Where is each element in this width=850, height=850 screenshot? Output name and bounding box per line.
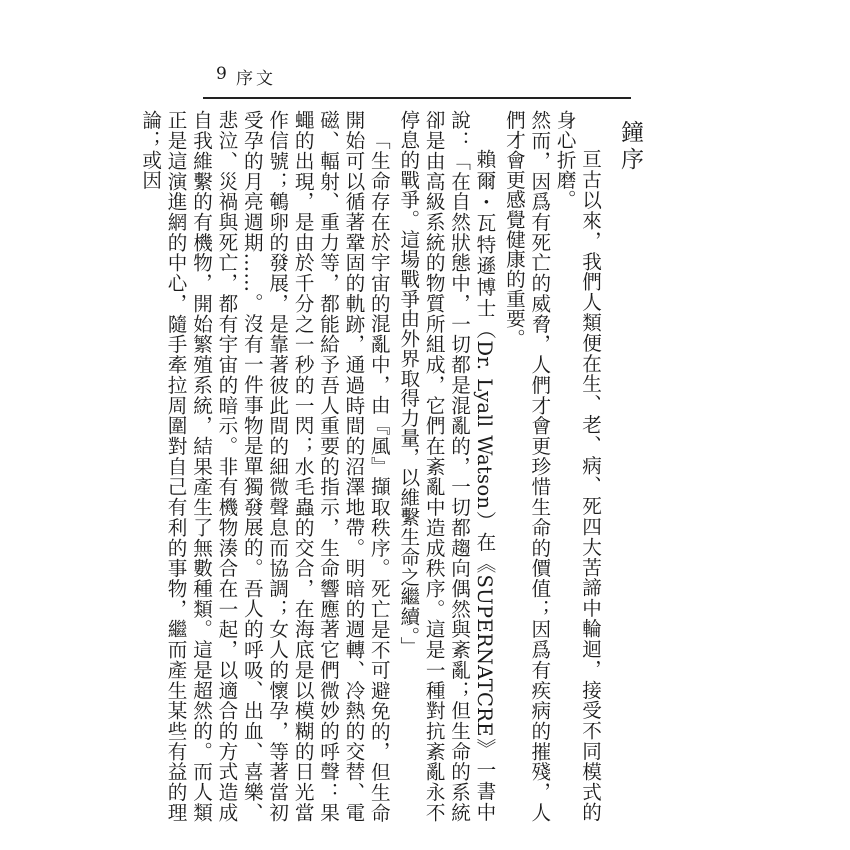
paragraph-4: 「生命存在於宇宙的混亂中，由『風』擷取秩序。死亡是不可避免的，但生命開始可以循著鞏固的軌跡，通過時間的沼澤地帶。明暗的週轉、冷熱的交替、電磁、輻射、重力等，都能給予吾人重要的指示，生命響應著它們微妙的呼聲：果蠅的出現，是由於千分之一秒的一閃；水毛蟲的交合，在海底是以模糊的日光當作信號；鵪卵的發展，是靠著彼此間的細微聲息而協調；女人的懷孕，等著當初受孕的月亮週期……。沒有一件事物是單獨發展的。吾人的呼吸、出血、喜樂、悲泣、災禍與死亡，都有宇宙的暗示。非有機物湊合在一起，以適合的方式造成自我維繫的有機物，開始繁殖系統，結果產生了無數種類。這是超然的。而人類正是這演進網的中心，隨手牽拉周圍對自己有利的事物，繼而產生某些有益的理論；或因 xyxy=(138,110,391,822)
paragraph-1: 亘古以來，我們人類便在生、老、病、死四大苦諦中輪迴，接受不同模式的身心折磨。 xyxy=(553,110,602,822)
section-heading: 鐘序 xyxy=(617,120,643,174)
running-head-title: 序文 xyxy=(236,69,276,89)
paragraph-2: 然而，因爲有死亡的威脅，人們才會更珍惜生命的價值；因爲有疾病的摧殘，人們才會更感覺健康的重要。 xyxy=(502,110,551,822)
header-rule xyxy=(203,97,631,99)
body-text xyxy=(137,110,642,822)
page-number: 9 xyxy=(216,64,227,84)
paragraph-3: 賴爾・瓦特遜博士（Dr. Lyall Watson）在《SUPERNATCRE》一書中說：「在自然狀態中，一切都是混亂的，一切都趨向偶然與紊亂；但生命的系統卻是由高級系統的物質所組成，它們在紊亂中造成秩序。這是一種對抗紊亂永不停息的戰爭。這場戰爭由外界取得力量，以維繫生命之繼續。」 xyxy=(396,110,496,822)
